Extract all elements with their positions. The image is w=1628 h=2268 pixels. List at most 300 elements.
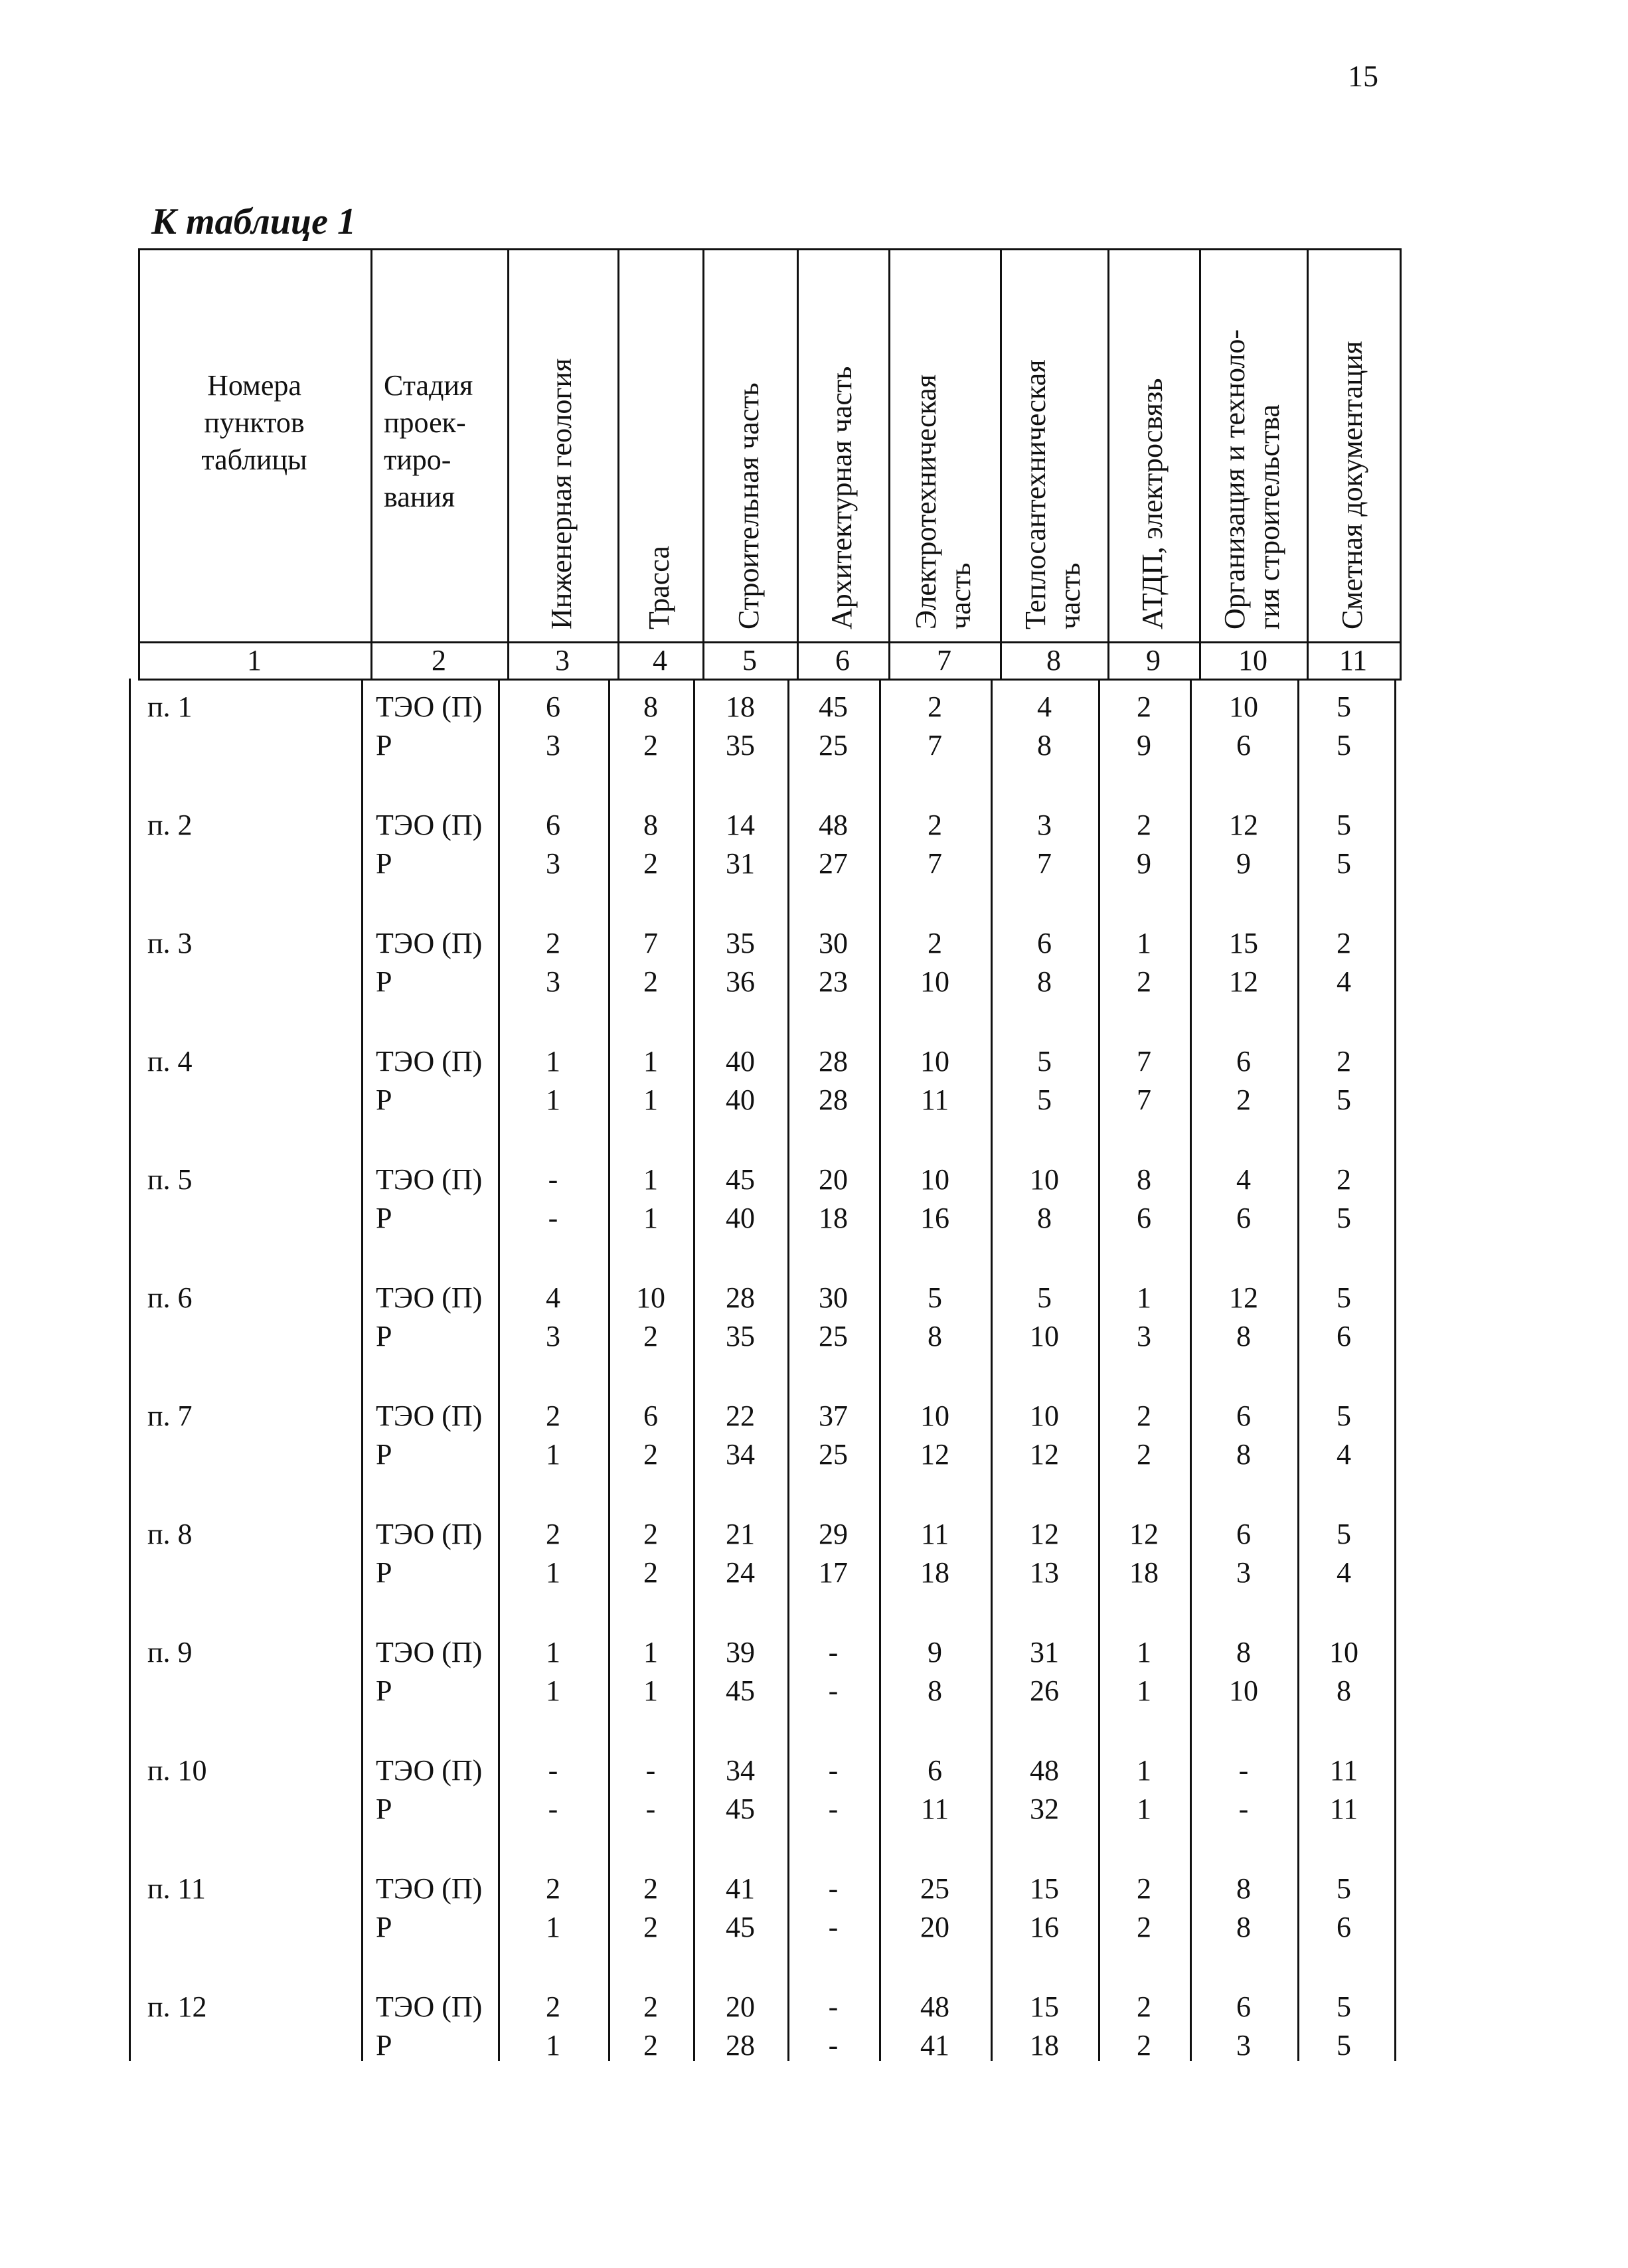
value-cell: 9 — [1137, 729, 1151, 762]
value-cell: - — [645, 1754, 656, 1787]
column-number: 4 — [653, 644, 667, 677]
value-cell: 4 — [546, 1281, 560, 1314]
column-border — [617, 248, 619, 679]
header-design-stage: проек- — [384, 406, 466, 439]
value-cell: 1 — [643, 1674, 658, 1707]
item-number: п. 9 — [147, 1636, 193, 1668]
column-border — [1107, 248, 1109, 679]
value-cell: 13 — [1030, 1556, 1059, 1589]
value-cell: 2 — [643, 1556, 658, 1589]
column-border — [608, 679, 610, 2061]
value-cell: 35 — [726, 927, 755, 959]
value-cell: 5 — [1337, 729, 1351, 762]
value-cell: 5 — [1337, 1084, 1351, 1116]
value-cell: 5 — [1037, 1281, 1052, 1314]
column-border — [797, 248, 799, 679]
column-number: 2 — [432, 644, 446, 677]
stage-label: ТЭО (П) — [376, 927, 483, 959]
value-cell: 4 — [1037, 690, 1052, 723]
value-cell: 2 — [1137, 1911, 1151, 1943]
value-cell: 1 — [546, 1045, 560, 1078]
value-cell: 2 — [643, 729, 658, 762]
stage-label: ТЭО (П) — [376, 809, 483, 841]
value-cell: 15 — [1229, 927, 1258, 959]
value-cell: 9 — [1137, 847, 1151, 880]
value-cell: 2 — [546, 927, 560, 959]
value-cell: 6 — [1236, 1518, 1251, 1550]
value-cell: 12 — [920, 1438, 949, 1471]
value-cell: 31 — [726, 847, 755, 880]
value-cell: 4 — [1337, 1556, 1351, 1589]
value-cell: 3 — [546, 965, 560, 998]
value-cell: - — [1238, 1793, 1249, 1825]
stage-label: Р — [376, 1793, 392, 1825]
value-cell: 1 — [546, 1911, 560, 1943]
column-border — [1307, 248, 1309, 679]
value-cell: 2 — [643, 1518, 658, 1550]
value-cell: 1 — [1137, 1281, 1151, 1314]
column-border — [1199, 248, 1201, 679]
value-cell: 6 — [643, 1400, 658, 1432]
value-cell: 34 — [726, 1754, 755, 1787]
value-cell: - — [828, 1754, 839, 1787]
value-cell: 11 — [1329, 1793, 1358, 1825]
item-number: п. 8 — [147, 1518, 193, 1550]
value-cell: 30 — [819, 927, 848, 959]
header-item-numbers: пунктов — [204, 406, 305, 439]
value-cell: 40 — [726, 1045, 755, 1078]
column-number: 5 — [742, 644, 757, 677]
value-cell: 26 — [1030, 1674, 1059, 1707]
column-border — [361, 679, 363, 2061]
value-cell: - — [1238, 1754, 1249, 1787]
value-cell: - — [548, 1754, 558, 1787]
value-cell: 11 — [1329, 1754, 1358, 1787]
header-column-title: Строительная часть — [732, 382, 765, 629]
value-cell: 7 — [1037, 847, 1052, 880]
value-cell: 48 — [920, 1990, 949, 2023]
item-number: п. 6 — [147, 1281, 193, 1314]
column-border — [1297, 679, 1299, 2061]
value-cell: 14 — [726, 809, 755, 841]
value-cell: 6 — [1236, 1202, 1251, 1234]
value-cell: 40 — [726, 1084, 755, 1116]
value-cell: 20 — [726, 1990, 755, 2023]
column-border — [702, 248, 704, 679]
value-cell: - — [828, 1911, 839, 1943]
value-cell: 7 — [643, 927, 658, 959]
stage-label: Р — [376, 1084, 392, 1116]
value-cell: 5 — [1337, 847, 1351, 880]
value-cell: 3 — [546, 729, 560, 762]
value-cell: 11 — [920, 1518, 949, 1550]
value-cell: - — [548, 1202, 558, 1234]
stage-label: ТЭО (П) — [376, 1754, 483, 1787]
value-cell: 2 — [1236, 1084, 1251, 1116]
value-cell: 6 — [1236, 729, 1251, 762]
value-cell: 2 — [928, 927, 942, 959]
value-cell: 5 — [1037, 1084, 1052, 1116]
value-cell: 15 — [1030, 1990, 1059, 2023]
value-cell: 1 — [546, 1674, 560, 1707]
value-cell: 5 — [928, 1281, 942, 1314]
stage-label: ТЭО (П) — [376, 1163, 483, 1196]
column-border — [787, 679, 789, 2061]
value-cell: - — [645, 1793, 656, 1825]
value-cell: 17 — [819, 1556, 848, 1589]
table-top-border — [138, 248, 1402, 250]
item-number: п. 1 — [147, 690, 193, 723]
header-column-title: Архитектурная часть — [825, 366, 858, 629]
value-cell: - — [548, 1163, 558, 1196]
value-cell: 30 — [819, 1281, 848, 1314]
value-cell: 18 — [920, 1556, 949, 1589]
value-cell: 27 — [819, 847, 848, 880]
column-border — [1394, 679, 1396, 2061]
value-cell: 12 — [1229, 809, 1258, 841]
value-cell: 2 — [1337, 1163, 1351, 1196]
value-cell: 12 — [1030, 1518, 1059, 1550]
value-cell: 45 — [726, 1163, 755, 1196]
value-cell: 6 — [1236, 1990, 1251, 2023]
value-cell: 5 — [1337, 1990, 1351, 2023]
value-cell: 41 — [920, 2029, 949, 2062]
value-cell: 1 — [643, 1084, 658, 1116]
value-cell: 1 — [1137, 1636, 1151, 1668]
stage-label: Р — [376, 1202, 392, 1234]
value-cell: 31 — [1030, 1636, 1059, 1668]
stage-label: ТЭО (П) — [376, 1518, 483, 1550]
value-cell: 35 — [726, 1320, 755, 1352]
value-cell: 10 — [1030, 1163, 1059, 1196]
value-cell: 9 — [1236, 847, 1251, 880]
value-cell: 7 — [1137, 1084, 1151, 1116]
value-cell: 6 — [1236, 1400, 1251, 1432]
value-cell: 5 — [1337, 2029, 1351, 2062]
value-cell: 1 — [1137, 1674, 1151, 1707]
header-item-numbers: Номера — [207, 369, 301, 402]
header-column-title: Организация и техноло- — [1218, 329, 1251, 629]
header-design-stage: тиро- — [384, 444, 451, 476]
column-number: 9 — [1146, 644, 1161, 677]
value-cell: 11 — [920, 1084, 949, 1116]
value-cell: 5 — [1037, 1045, 1052, 1078]
value-cell: 28 — [726, 2029, 755, 2062]
item-number: п. 2 — [147, 809, 193, 841]
value-cell: 10 — [920, 1163, 949, 1196]
value-cell: 48 — [819, 809, 848, 841]
value-cell: 4 — [1236, 1163, 1251, 1196]
value-cell: 37 — [819, 1400, 848, 1432]
value-cell: 2 — [928, 690, 942, 723]
header-column-title: Инженерная геология — [545, 358, 578, 629]
stage-label: Р — [376, 1911, 392, 1943]
value-cell: 45 — [726, 1674, 755, 1707]
value-cell: 8 — [643, 690, 658, 723]
value-cell: 15 — [1030, 1872, 1059, 1905]
value-cell: - — [828, 1990, 839, 2023]
value-cell: 11 — [920, 1793, 949, 1825]
item-number: п. 3 — [147, 927, 193, 959]
value-cell: 1 — [1137, 1754, 1151, 1787]
item-number: п. 11 — [147, 1872, 206, 1905]
value-cell: 8 — [928, 1320, 942, 1352]
value-cell: 5 — [1337, 690, 1351, 723]
value-cell: 24 — [726, 1556, 755, 1589]
column-border — [1400, 248, 1402, 679]
value-cell: 1 — [643, 1202, 658, 1234]
table-caption: К таблице 1 — [151, 201, 356, 242]
value-cell: 28 — [819, 1084, 848, 1116]
value-cell: 6 — [1337, 1320, 1351, 1352]
stage-label: ТЭО (П) — [376, 1281, 483, 1314]
column-border — [888, 248, 890, 679]
stage-label: Р — [376, 847, 392, 880]
value-cell: 8 — [1037, 965, 1052, 998]
value-cell: 18 — [819, 1202, 848, 1234]
value-cell: 23 — [819, 965, 848, 998]
header-design-stage: Стадия — [384, 369, 473, 402]
value-cell: 28 — [726, 1281, 755, 1314]
value-cell: 2 — [546, 1872, 560, 1905]
column-number: 1 — [247, 644, 262, 677]
value-cell: 18 — [1030, 2029, 1059, 2062]
value-cell: 20 — [819, 1163, 848, 1196]
value-cell: 2 — [643, 1911, 658, 1943]
value-cell: 29 — [819, 1518, 848, 1550]
header-column-title: Трасса — [643, 546, 675, 629]
column-border — [129, 679, 131, 2061]
value-cell: 6 — [546, 809, 560, 841]
stage-label: ТЭО (П) — [376, 1636, 483, 1668]
value-cell: 8 — [643, 809, 658, 841]
value-cell: 2 — [1137, 965, 1151, 998]
value-cell: 2 — [643, 965, 658, 998]
value-cell: 2 — [643, 1320, 658, 1352]
stage-label: ТЭО (П) — [376, 1990, 483, 2023]
header-bottom-border — [138, 641, 1402, 643]
stage-label: ТЭО (П) — [376, 1045, 483, 1078]
value-cell: 5 — [1337, 1518, 1351, 1550]
value-cell: 25 — [819, 729, 848, 762]
value-cell: 45 — [819, 690, 848, 723]
item-number: п. 12 — [147, 1990, 207, 2023]
value-cell: 1 — [546, 1438, 560, 1471]
value-cell: 6 — [1037, 927, 1052, 959]
value-cell: 2 — [1137, 1438, 1151, 1471]
value-cell: 8 — [1236, 1911, 1251, 1943]
value-cell: 25 — [819, 1320, 848, 1352]
value-cell: 2 — [546, 1990, 560, 2023]
value-cell: 10 — [636, 1281, 665, 1314]
value-cell: 2 — [1137, 690, 1151, 723]
column-border — [1190, 679, 1192, 2061]
value-cell: 1 — [546, 1636, 560, 1668]
value-cell: 45 — [726, 1911, 755, 1943]
value-cell: 8 — [1037, 729, 1052, 762]
value-cell: 40 — [726, 1202, 755, 1234]
stage-label: Р — [376, 1556, 392, 1589]
column-border — [991, 679, 993, 2061]
value-cell: 3 — [546, 847, 560, 880]
value-cell: 39 — [726, 1636, 755, 1668]
value-cell: 48 — [1030, 1754, 1059, 1787]
column-border — [1000, 248, 1002, 679]
value-cell: 5 — [1337, 809, 1351, 841]
value-cell: 2 — [1137, 1400, 1151, 1432]
stage-label: Р — [376, 1674, 392, 1707]
value-cell: 2 — [1137, 809, 1151, 841]
value-cell: 10 — [920, 1045, 949, 1078]
value-cell: 2 — [643, 1872, 658, 1905]
value-cell: 2 — [1137, 1990, 1151, 2023]
value-cell: 28 — [819, 1045, 848, 1078]
value-cell: 6 — [928, 1754, 942, 1787]
value-cell: 7 — [1137, 1045, 1151, 1078]
header-column-title: Теплосантехническая — [1019, 359, 1052, 629]
value-cell: 18 — [1129, 1556, 1159, 1589]
value-cell: 10 — [920, 1400, 949, 1432]
value-cell: 1 — [643, 1045, 658, 1078]
stage-label: Р — [376, 1438, 392, 1471]
value-cell: 5 — [1337, 1281, 1351, 1314]
page-number: 15 — [1348, 59, 1378, 93]
header-column-title: Сметная документация — [1336, 341, 1368, 629]
header-column-title: часть — [1054, 562, 1086, 629]
value-cell: - — [828, 1793, 839, 1825]
value-cell: 16 — [1030, 1911, 1059, 1943]
item-number: п. 10 — [147, 1754, 207, 1787]
value-cell: 41 — [726, 1872, 755, 1905]
column-border — [370, 248, 372, 679]
value-cell: 1 — [1137, 1793, 1151, 1825]
column-border — [1098, 679, 1100, 2061]
value-cell: 4 — [1337, 1438, 1351, 1471]
value-cell: 8 — [1337, 1674, 1351, 1707]
stage-label: Р — [376, 1320, 392, 1352]
value-cell: 10 — [1329, 1636, 1358, 1668]
value-cell: - — [828, 1674, 839, 1707]
value-cell: 8 — [1236, 1636, 1251, 1668]
value-cell: 12 — [1229, 965, 1258, 998]
value-cell: 8 — [1236, 1320, 1251, 1352]
value-cell: 36 — [726, 965, 755, 998]
value-cell: 16 — [920, 1202, 949, 1234]
value-cell: 8 — [928, 1674, 942, 1707]
column-numbers-bottom-border — [138, 679, 1402, 681]
stage-label: ТЭО (П) — [376, 1872, 483, 1905]
stage-label: ТЭО (П) — [376, 1400, 483, 1432]
column-number: 3 — [555, 644, 570, 677]
value-cell: 21 — [726, 1518, 755, 1550]
value-cell: 12 — [1229, 1281, 1258, 1314]
value-cell: 25 — [819, 1438, 848, 1471]
value-cell: 18 — [726, 690, 755, 723]
column-border — [498, 679, 500, 2061]
value-cell: 8 — [1037, 1202, 1052, 1234]
value-cell: 5 — [1337, 1872, 1351, 1905]
value-cell: 2 — [928, 809, 942, 841]
value-cell: 6 — [546, 690, 560, 723]
stage-label: Р — [376, 729, 392, 762]
column-border — [507, 248, 509, 679]
item-number: п. 5 — [147, 1163, 193, 1196]
value-cell: - — [828, 1872, 839, 1905]
header-design-stage: вания — [384, 481, 455, 513]
column-border — [693, 679, 695, 2061]
stage-label: ТЭО (П) — [376, 690, 483, 723]
value-cell: - — [548, 1793, 558, 1825]
value-cell: 5 — [1337, 1400, 1351, 1432]
value-cell: 2 — [1137, 2029, 1151, 2062]
value-cell: 3 — [546, 1320, 560, 1352]
value-cell: 12 — [1030, 1438, 1059, 1471]
value-cell: 2 — [1337, 927, 1351, 959]
value-cell: 1 — [1137, 927, 1151, 959]
value-cell: 45 — [726, 1793, 755, 1825]
value-cell: 2 — [643, 2029, 658, 2062]
value-cell: 2 — [643, 1438, 658, 1471]
value-cell: 2 — [546, 1518, 560, 1550]
value-cell: 32 — [1030, 1793, 1059, 1825]
column-number: 10 — [1238, 644, 1267, 677]
header-column-title: Электротехническая — [910, 374, 942, 629]
value-cell: 6 — [1337, 1911, 1351, 1943]
column-number: 7 — [937, 644, 951, 677]
value-cell: 25 — [920, 1872, 949, 1905]
value-cell: 3 — [1137, 1320, 1151, 1352]
value-cell: 7 — [928, 847, 942, 880]
value-cell: 8 — [1137, 1163, 1151, 1196]
value-cell: 12 — [1129, 1518, 1159, 1550]
header-column-title: часть — [944, 562, 977, 629]
value-cell: 5 — [1337, 1202, 1351, 1234]
value-cell: 3 — [1236, 1556, 1251, 1589]
value-cell: - — [828, 1636, 839, 1668]
value-cell: 1 — [546, 2029, 560, 2062]
value-cell: 6 — [1137, 1202, 1151, 1234]
header-item-numbers: таблицы — [201, 444, 307, 476]
value-cell: 1 — [643, 1163, 658, 1196]
value-cell: 7 — [928, 729, 942, 762]
column-number: 11 — [1339, 644, 1368, 677]
value-cell: 22 — [726, 1400, 755, 1432]
stage-label: Р — [376, 2029, 392, 2062]
value-cell: 2 — [1137, 1872, 1151, 1905]
value-cell: 20 — [920, 1911, 949, 1943]
value-cell: 2 — [643, 847, 658, 880]
item-number: п. 4 — [147, 1045, 193, 1078]
stage-label: Р — [376, 965, 392, 998]
value-cell: 8 — [1236, 1438, 1251, 1471]
value-cell: 1 — [643, 1636, 658, 1668]
header-column-title: гия строительства — [1253, 404, 1285, 629]
item-number: п. 7 — [147, 1400, 193, 1432]
value-cell: - — [828, 2029, 839, 2062]
value-cell: 10 — [1030, 1400, 1059, 1432]
column-border — [879, 679, 881, 2061]
column-number: 6 — [835, 644, 850, 677]
value-cell: 35 — [726, 729, 755, 762]
value-cell: 2 — [1337, 1045, 1351, 1078]
value-cell: 4 — [1337, 965, 1351, 998]
value-cell: 10 — [1030, 1320, 1059, 1352]
value-cell: 1 — [546, 1084, 560, 1116]
value-cell: 3 — [1037, 809, 1052, 841]
value-cell: 8 — [1236, 1872, 1251, 1905]
column-number: 8 — [1046, 644, 1061, 677]
value-cell: 9 — [928, 1636, 942, 1668]
